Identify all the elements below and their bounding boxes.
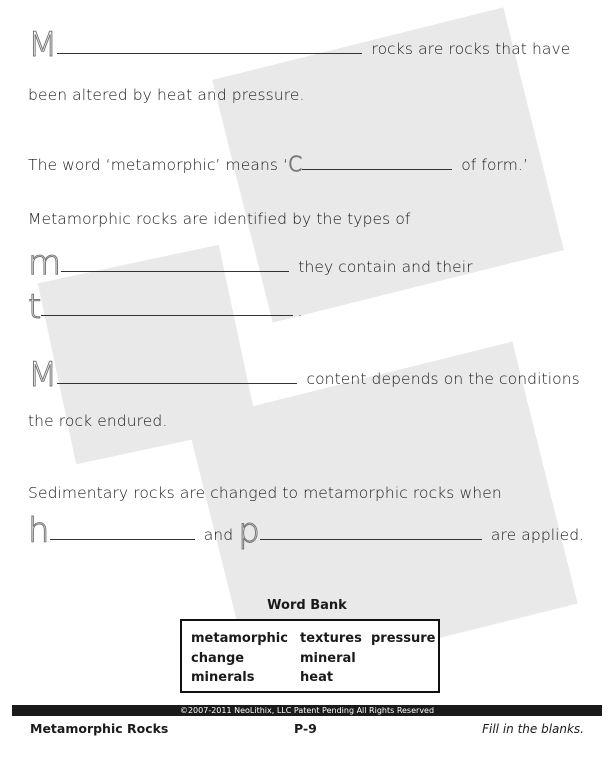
question-line-9: Sedimentary rocks are changed to metamorphic rocks when bbox=[28, 484, 502, 502]
worksheet-title: Metamorphic Rocks bbox=[30, 721, 169, 736]
word-bank bbox=[180, 619, 440, 693]
instructions: Fill in the blanks. bbox=[482, 722, 584, 736]
answer-blank[interactable] bbox=[57, 41, 362, 54]
question-line-8: the rock endured. bbox=[28, 412, 168, 430]
question-line-4: Metamorphic rocks are identified by the types of bbox=[28, 210, 411, 228]
word-bank-word: metamorphic bbox=[191, 631, 288, 646]
word-bank-word: minerals bbox=[191, 670, 255, 685]
question-line-10: h and p are applied. bbox=[28, 511, 585, 551]
page-number: P-9 bbox=[294, 721, 317, 736]
trace-letter: t bbox=[28, 287, 42, 327]
trace-letter: m bbox=[28, 243, 62, 283]
question-line-1: M rocks are rocks that have bbox=[28, 25, 571, 65]
question-line-6: t . bbox=[28, 287, 303, 327]
answer-blank[interactable] bbox=[57, 371, 297, 384]
word-bank-word: heat bbox=[300, 670, 334, 685]
question-line-7: M content depends on the conditions bbox=[28, 355, 580, 395]
answer-blank[interactable] bbox=[260, 527, 482, 540]
trace-letter: M bbox=[28, 355, 58, 395]
word-bank-title: Word Bank bbox=[267, 598, 347, 613]
answer-blank[interactable] bbox=[41, 303, 293, 316]
trace-letter: h bbox=[28, 511, 50, 551]
word-bank-word: pressure bbox=[371, 631, 436, 646]
copyright-bar: ©2007-2011 NeoLithix, LLC Patent Pending All Rights Reserved bbox=[12, 705, 602, 716]
trace-letter: p bbox=[238, 511, 260, 551]
answer-blank[interactable] bbox=[50, 527, 195, 540]
answer-blank[interactable] bbox=[302, 157, 452, 170]
question-line-5: m they contain and their bbox=[28, 243, 473, 283]
question-line-2: been altered by heat and pressure. bbox=[28, 86, 305, 104]
question-line-3: The word ‘metamorphic’ means ‘C of form.’ bbox=[28, 152, 528, 176]
trace-letter: C bbox=[288, 152, 303, 176]
word-bank-word: mineral bbox=[300, 651, 356, 666]
trace-letter: M bbox=[28, 25, 58, 65]
answer-blank[interactable] bbox=[61, 259, 289, 272]
word-bank-word: change bbox=[191, 651, 245, 666]
word-bank-word: textures bbox=[300, 631, 362, 646]
